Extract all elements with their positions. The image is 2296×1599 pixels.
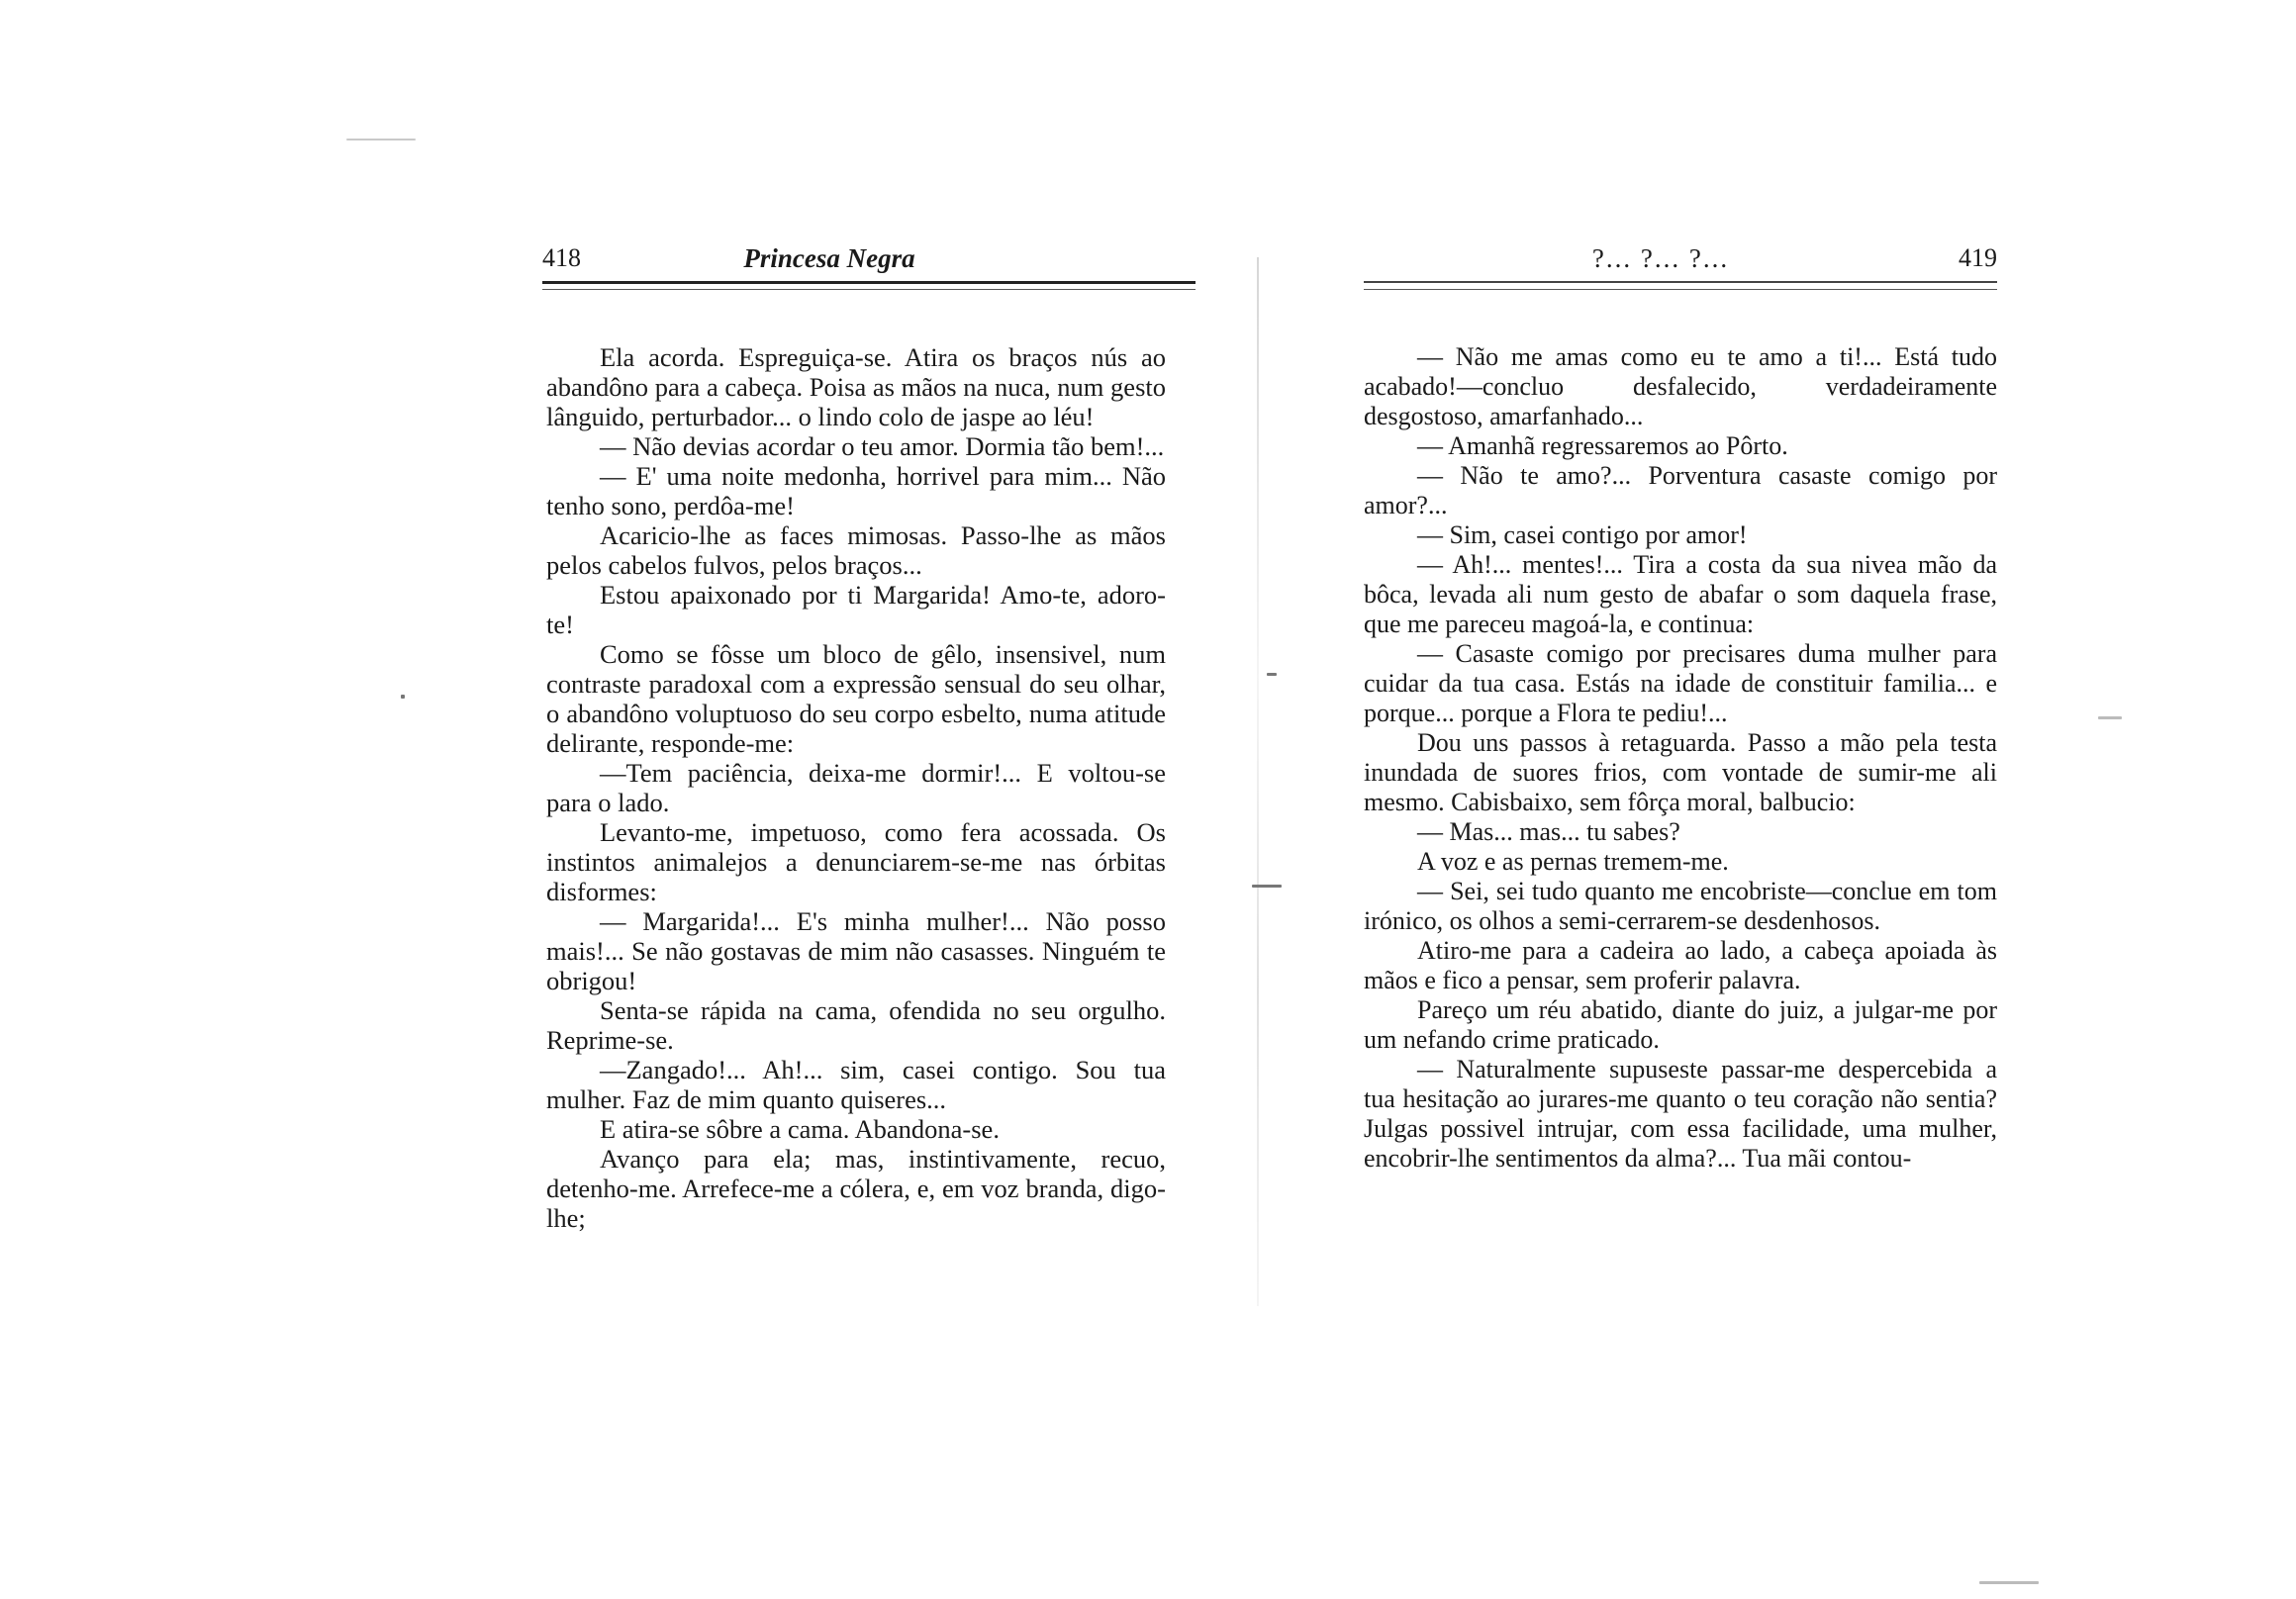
- book-gutter: [1257, 257, 1259, 1306]
- paragraph: Como se fôsse um bloco de gêlo, insensivel, num contraste paradoxal com a expressão sensual do seu olhar, o abandôno voluptuoso do seu corpo esbelto, numa atitude delirante, responde-me:: [546, 639, 1166, 758]
- left-header-rule-thin: [542, 289, 1196, 290]
- paragraph: —Zangado!... Ah!... sim, casei contigo. Sou tua mulher. Faz de mim quanto quiseres...: [546, 1055, 1166, 1114]
- paragraph: — Ah!... mentes!... Tira a costa da sua nivea mão da bôca, levada ali num gesto de abafar o som daquela frase, que me pareceu magoá-la, e continua:: [1364, 550, 1997, 638]
- right-header-rule-thin: [1364, 289, 1997, 290]
- paragraph: Dou uns passos à retaguarda. Passo a mão pela testa inundada de suores frios, com vontade de sumir-me ali mesmo. Cabisbaixo, sem fôrça moral, balbucio:: [1364, 728, 1997, 816]
- right-page-number: 419: [1959, 243, 1997, 272]
- paragraph: Atiro-me para a cadeira ao lado, a cabeça apoiada às mãos e fico a pensar, sem proferir palavra.: [1364, 936, 1997, 994]
- paragraph: E atira-se sôbre a cama. Abandona-se.: [600, 1114, 1000, 1144]
- left-page-number: 418: [542, 243, 581, 272]
- paragraph: Avanço para ela; mas, instintivamente, recuo, detenho-me. Arrefece-me a cólera, e, em voz branda, digo-lhe;: [546, 1144, 1166, 1233]
- scan-speck: [1979, 1581, 2039, 1584]
- right-running-title: ?... ?... ?...: [1591, 243, 1730, 273]
- paragraph: — Não te amo?... Porventura casaste comigo por amor?...: [1364, 461, 1997, 519]
- paragraph: — Sim, casei contigo por amor!: [1417, 520, 1748, 549]
- paragraph: — Sei, sei tudo quanto me encobriste—conclue em tom irónico, os olhos a semi-cerrarem-se desdenhosos.: [1364, 877, 1997, 935]
- paragraph: —Tem paciência, deixa-me dormir!... E voltou-se para o lado.: [546, 758, 1166, 817]
- left-body-text: [546, 342, 1166, 1233]
- paragraph: — Casaste comigo por precisares duma mulher para cuidar da tua casa. Estás na idade de constituir familia... e porque... porque a Flora te pediu!...: [1364, 639, 1997, 727]
- right-header-rule: [1364, 281, 1997, 283]
- scan-speck: [1267, 673, 1277, 676]
- paragraph: — Naturalmente supuseste passar-me despercebida a tua hesitação ao jurares-me quanto o teu coração não sentia? Julgas possivel intrujar, com essa facilidade, uma mulher, encobrir-lhe sentimentos da alma?... Tua mãi contou-: [1364, 1055, 1997, 1173]
- paragraph: Senta-se rápida na cama, ofendida no seu orgulho. Reprime-se.: [546, 995, 1166, 1055]
- paragraph: — Amanhã regressaremos ao Pôrto.: [1417, 431, 1788, 460]
- paragraph: Levanto-me, impetuoso, como fera acossada. Os instintos animalejos a denunciarem-se-me nas órbitas disformes:: [546, 817, 1166, 906]
- left-running-title: Princesa Negra: [743, 243, 915, 273]
- paragraph: Pareço um réu abatido, diante do juiz, a julgar-me por um nefando crime praticado.: [1364, 995, 1997, 1054]
- scan-speck: [346, 139, 416, 141]
- left-header-rule: [542, 281, 1196, 284]
- right-running-head: [1364, 243, 1997, 283]
- paragraph: — Mas... mas... tu sabes?: [1417, 817, 1680, 846]
- paragraph: — Não devias acordar o teu amor. Dormia tão bem!...: [600, 431, 1165, 461]
- paragraph: Acaricio-lhe as faces mimosas. Passo-lhe as mãos pelos cabelos fulvos, pelos braços...: [546, 520, 1166, 580]
- paragraph: — E' uma noite medonha, horrivel para mim... Não tenho sono, perdôa-me!: [546, 461, 1166, 520]
- scan-speck: [2098, 716, 2122, 719]
- paragraph: Ela acorda. Espreguiça-se. Atira os braços nús ao abandôno para a cabeça. Poisa as mãos na nuca, num gesto lânguido, perturbador... o lindo colo de jaspe ao léu!: [546, 342, 1166, 431]
- paragraph: A voz e as pernas tremem-me.: [1417, 847, 1729, 876]
- scan-speck: [1252, 885, 1282, 888]
- paragraph: — Margarida!... E's minha mulher!... Não posso mais!... Se não gostavas de mim não casasses. Ninguém te obrigou!: [546, 906, 1166, 995]
- paragraph: — Não me amas como eu te amo a ti!... Está tudo acabado!—concluo desfalecido, verdadeiramente desgostoso, amarfanhado...: [1364, 342, 1997, 430]
- scan-speck: [401, 695, 405, 699]
- right-body-text: [1364, 342, 1997, 1174]
- left-running-head: [542, 243, 1196, 283]
- paragraph: Estou apaixonado por ti Margarida! Amo-te, adoro-te!: [546, 580, 1166, 639]
